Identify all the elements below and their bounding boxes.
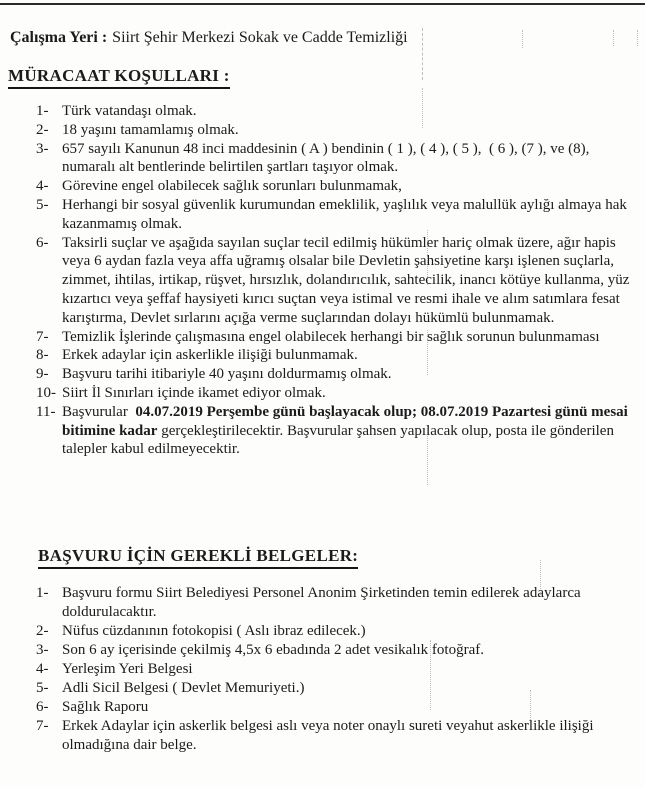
scan-artifact [427, 425, 428, 485]
item-number: 7- [36, 718, 49, 734]
item-number: 4- [36, 661, 49, 677]
item-number: 5- [36, 680, 49, 696]
item-number: 3- [36, 642, 49, 658]
list-item [0, 196, 645, 234]
list-item [0, 384, 645, 403]
section-heading-gerekli-belgeler: BAŞVURU İÇİN GEREKLİ BELGELER: [38, 546, 358, 569]
item-number: 1- [36, 585, 49, 601]
list-item [0, 102, 645, 121]
item-number: 3- [36, 140, 49, 157]
item-text: Adli Sicil Belgesi ( Devlet Memuriyeti.) [62, 680, 305, 696]
scan-artifact [430, 640, 431, 710]
scan-artifact [427, 330, 428, 375]
item-text: Türk vatandaşı olmak. [62, 103, 197, 119]
item-text: Herhangi bir sosyal güvenlik kurumundan emeklilik, yaşlılık veya malullük aylığı almaya hak kazanmamış olmak. [62, 196, 631, 232]
gerekli-belgeler-list [0, 584, 645, 755]
item-number: 4- [36, 178, 49, 195]
list-item [0, 641, 645, 660]
item-number: 2- [36, 623, 49, 639]
item-number: 6- [36, 234, 49, 251]
work-location-label: Çalışma Yeri : [10, 29, 108, 46]
scan-artifact [637, 30, 638, 46]
list-item [0, 346, 645, 365]
item-text: Başvuru tarihi itibariyle 40 yaşını doldurmamış olmak. [62, 366, 392, 383]
item-number: 11- [36, 403, 56, 420]
item-number: 10- [36, 384, 56, 401]
list-item [0, 177, 645, 196]
list-item [0, 622, 645, 641]
item-text: Nüfus cüzdanının fotokopisi ( Aslı ibraz edilecek.) [62, 623, 366, 639]
list-item [0, 660, 645, 679]
section-heading-muracaat-kosullari: MÜRACAAT KOŞULLARI : [8, 66, 230, 89]
item-text: Erkek adaylar için askerlikle ilişiği bulunmamak. [62, 347, 358, 364]
item-text: Siirt İl Sınırları içinde ikamet ediyor olmak. [62, 384, 326, 401]
item-text: Son 6 ay içerisinde çekilmiş 4,5x 6 ebadında 2 adet vesikalık fotoğraf. [62, 642, 484, 658]
item-text: Başvuru formu Siirt Belediyesi Personel Anonim Şirketinden temin edilerek adaylarca doldurulacaktır. [62, 585, 585, 620]
muracaat-kosullari-list [0, 102, 645, 459]
item-text: 18 yaşını tamamlamış olmak. [62, 121, 239, 138]
item-number: 6- [36, 699, 49, 715]
item-text: Taksirli suçlar ve aşağıda sayılan suçlar tecil edilmiş hükümler hariç olmak üzere, ağır hapis veya 6 aydan fazla veya affa uğramış olsalar bile Devletin şahsiyetine karşı işlenen suçlarla, zimmet, ihtilas, irtikap, rüşvet, hırsızlık, dolandırıcılık, sahtecilik, inancı kötüye kullanma, yüz kızartıcı veya şeffaf haysiyeti kırıcı suçtan veya istimal ve resmi ihale ve alım satımlara fesat karıştırma, Devlet sırlarını açığa verme suçlarından dolayı hükümlü bulunmamak. [62, 234, 634, 326]
page-top-rule [0, 3, 645, 5]
scan-artifact [422, 28, 423, 80]
item-text: 657 sayılı Kanunun 48 inci maddesinin ( A ) bendinin ( 1 ), ( 4 ), ( 5 ), ( 6 ), (7 ), ve (8), numaralı alt bentlerinde belirtilen şartları taşıyor olmak. [62, 140, 597, 176]
item-number: 9- [36, 366, 49, 383]
item-text: Erkek Adaylar için askerlik belgesi aslı veya noter onaylı sureti veyahut askerlikle ilişiği olmadığına dair belge. [62, 718, 598, 753]
list-item [0, 121, 645, 140]
scan-artifact [427, 230, 428, 285]
item-number: 5- [36, 196, 49, 213]
list-item [0, 679, 645, 698]
scan-artifact [422, 88, 423, 128]
list-item [0, 584, 645, 622]
list-item [0, 403, 645, 459]
list-item [0, 234, 645, 328]
list-item [0, 698, 645, 717]
item-text: Yerleşim Yeri Belgesi [62, 661, 193, 677]
item-number: 1- [36, 103, 49, 119]
item-text: Sağlık Raporu [62, 699, 149, 715]
work-location-value: Siirt Şehir Merkezi Sokak ve Cadde Temizliği [112, 29, 408, 46]
item-text: Görevine engel olabilecek sağlık sorunları bulunmamak, [62, 178, 402, 195]
item-number: 7- [36, 328, 49, 345]
scan-artifact [613, 30, 614, 46]
list-item [0, 328, 645, 347]
work-location-line [10, 29, 408, 47]
item-number: 2- [36, 121, 49, 138]
scan-artifact [522, 30, 523, 48]
list-item [0, 717, 645, 755]
scan-artifact [530, 690, 531, 720]
item-text: Başvurular 04.07.2019 Perşembe günü başlayacak olup; 08.07.2019 Pazartesi günü mesai bitimine kadar gerçekleştirilecektir. Başvurular şahsen yapılacak olup, posta ile gönderilen talepler kabul edilmeyecektir. [62, 403, 632, 458]
item-number: 8- [36, 347, 49, 364]
scan-artifact [540, 560, 541, 595]
list-item [0, 140, 645, 178]
item-text: Temizlik İşlerinde çalışmasına engel olabilecek herhangi bir sağlık sorunun bulunmaması [62, 328, 600, 345]
list-item [0, 365, 645, 384]
